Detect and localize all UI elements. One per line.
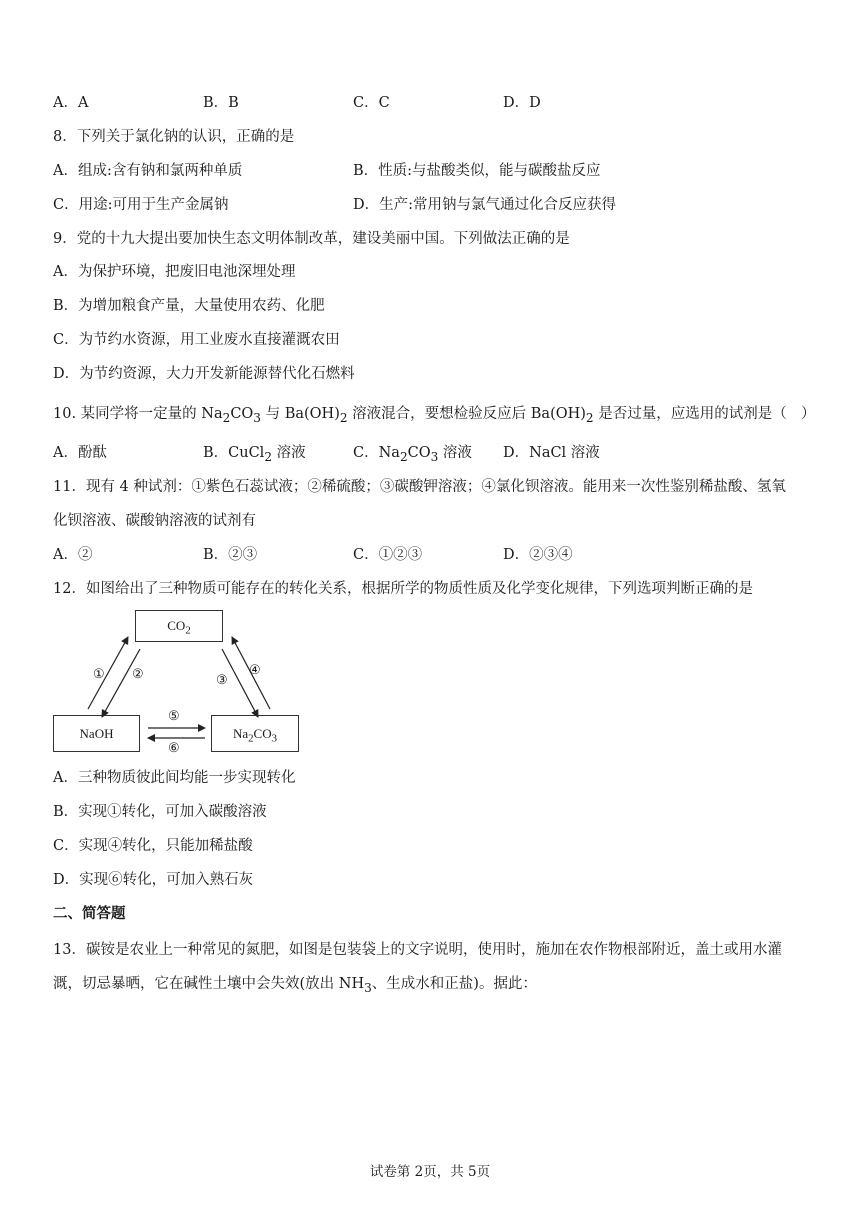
q8-option-b: B．性质:与盐酸类似，能与碳酸盐反应: [353, 163, 601, 179]
q10-stem: 10. 某同学将一定量的 $Na_2CO_3$ 与 $Ba(OH)_2$ 溶液混合，要想检验反应后 $Ba(OH)_2$ 是否过量，应选用的试剂是（: [53, 406, 787, 425]
q13-line2: 溉，切忌暴晒，它在碱性土壤中会失效(放出 $NH_3$、生成水和正盐)。据此：: [53, 976, 537, 995]
q10-option-c: C．$Na_2CO_3$ 溶液: [353, 445, 472, 464]
label-3: ③: [216, 673, 228, 688]
label-6: ⑥: [168, 741, 180, 756]
q9-option-b: B．为增加粮食产量，大量使用农药、化肥: [53, 298, 325, 314]
q10-stem-end: ）: [801, 406, 816, 422]
page-footer: 试卷第 2页，共 5页: [369, 1164, 491, 1180]
q7-option-a: A．A: [53, 95, 89, 111]
co2-box: $CO_2$: [135, 610, 223, 642]
q11-option-a: A．②: [53, 547, 93, 563]
q12-option-b: B．实现①转化，可加入碳酸溶液: [53, 804, 267, 820]
q12-option-a: A．三种物质彼此间均能一步实现转化: [53, 770, 296, 786]
q10-option-a: A．酚酞: [53, 445, 107, 461]
na2co3-box: $Na_2CO_3$: [211, 715, 299, 752]
q9-option-d: D．为节约资源，大力开发新能源替代化石燃料: [53, 366, 355, 382]
naoh-box: NaOH: [53, 715, 140, 752]
q9-stem: 9．党的十九大提出要加快生态文明体制改革，建设美丽中国。下列做法正确的是: [53, 231, 570, 247]
q7-option-b: B．B: [203, 95, 239, 111]
label-1: ①: [93, 667, 105, 682]
q12-stem: 12．如图给出了三种物质可能存在的转化关系，根据所学的物质性质及化学变化规律，下列选项判断正确的是: [53, 581, 753, 597]
q12-option-c: C．实现④转化，只能加稀盐酸: [53, 838, 253, 854]
q8-option-c: C．用途:可用于生产金属钠: [53, 197, 229, 213]
conversion-diagram: [50, 605, 310, 757]
q9-option-a: A．为保护环境，把废旧电池深埋处理: [53, 264, 296, 280]
q8-stem: 8．下列关于氯化钠的认识，正确的是: [53, 129, 295, 145]
q11-stem-line1: 11．现有 4 种试剂：①紫色石蕊试液；②稀硫酸；③碳酸钾溶液；④氯化钡溶液。能用来一次性鉴别稀盐酸、氢氧: [53, 479, 786, 495]
q12-option-d: D．实现⑥转化，可加入熟石灰: [53, 872, 254, 888]
q11-option-c: C．①②③: [353, 547, 423, 563]
q7-option-d: D．D: [503, 95, 541, 111]
q10-option-b: B．CuCl$_2$ 溶液: [203, 445, 306, 464]
q8-option-d: D．生产:常用钠与氯气通过化合反应获得: [353, 197, 617, 213]
q13-line1: 13．碳铵是农业上一种常见的氮肥，如图是包装袋上的文字说明，使用时，施加在农作物根部附近，盖土或用水灌: [53, 942, 782, 958]
q7-option-c: C．C: [353, 95, 390, 111]
section-title: 二、简答题: [53, 906, 126, 922]
label-2: ②: [132, 667, 144, 682]
q9-option-c: C．为节约水资源，用工业废水直接灌溉农田: [53, 332, 340, 348]
label-4: ④: [249, 663, 261, 678]
label-5: ⑤: [168, 709, 180, 724]
q11-option-b: B．②③: [203, 547, 258, 563]
diagram-arrows: [50, 605, 310, 757]
q8-option-a: A．组成:含有钠和氯两种单质: [53, 163, 243, 179]
q10-option-d: D．NaCl 溶液: [503, 445, 600, 461]
q11-option-d: D．②③④: [503, 547, 573, 563]
q11-stem-line2: 化钡溶液、碳酸钠溶液的试剂有: [53, 513, 256, 529]
